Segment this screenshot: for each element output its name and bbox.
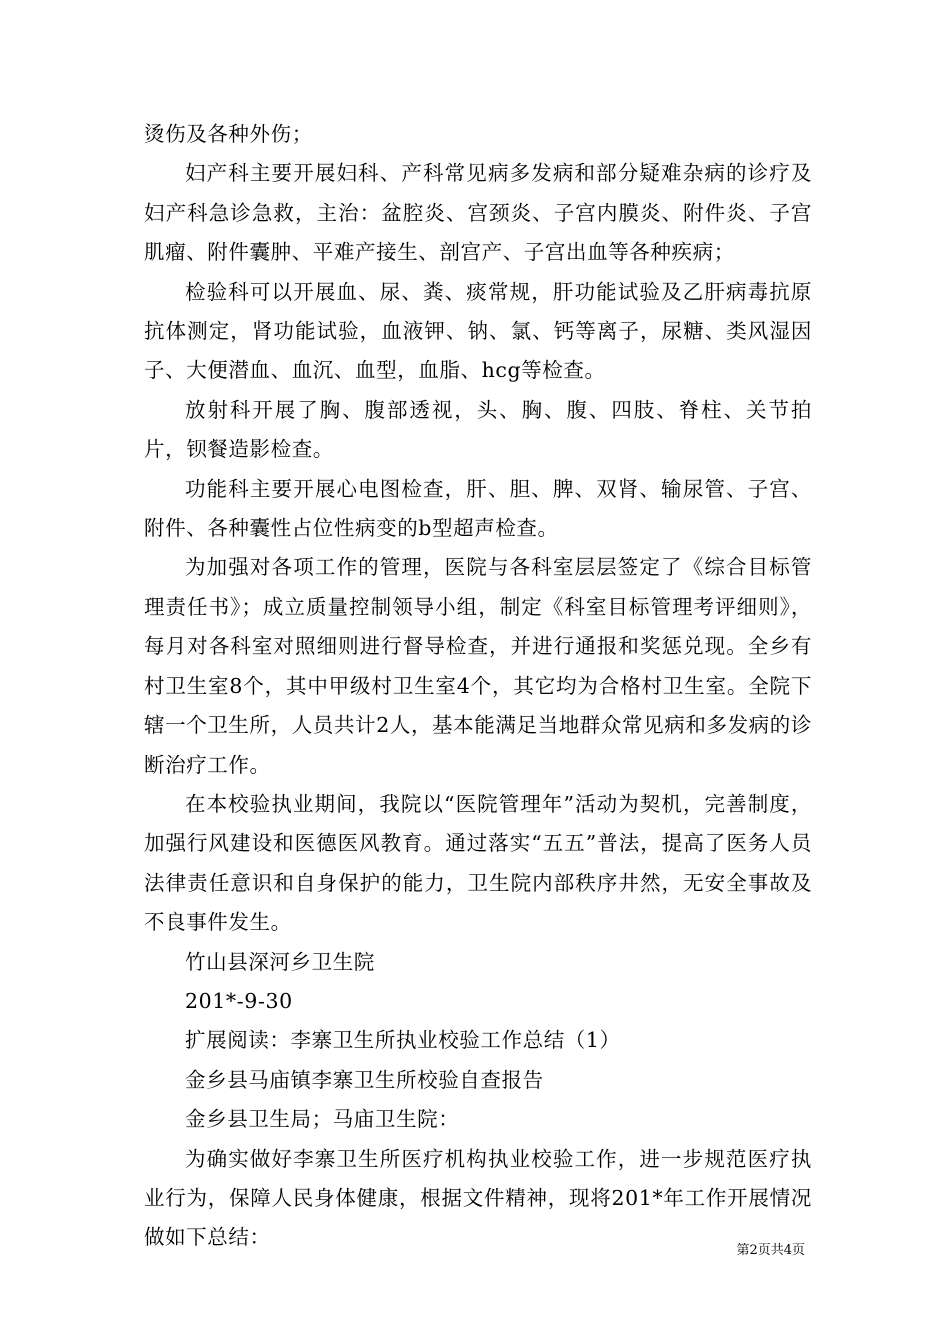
- paragraph: 金乡县卫生局；马庙卫生院：: [185, 1107, 460, 1132]
- page-number-footer: 第2页共4页: [736, 1243, 805, 1258]
- paragraph: 妇产科主要开展妇科、产科常见病多发病和部分疑难杂病的诊疗及妇产科急诊急救，主治：盆腔炎、宫颈炎、子宫内膜炎、附件炎、子宫肌瘤、附件囊肿、平难产接生、剖宫产、子宫出血等各种疾病；: [144, 161, 812, 265]
- paragraph: 为加强对各项工作的管理，医院与各科室层层签定了《综合目标管理责任书》；成立质量控制领导小组，制定《科室目标管理考评细则》，每月对各科室对照细则进行督导检查，并进行通报和奖惩兑现。全乡有村卫生室8个，其中甲级村卫生室4个，其它均为合格村卫生室。全院下辖一个卫生所，人员共计2人，基本能满足当地群众常见病和多发病的诊断治疗工作。: [144, 555, 812, 777]
- document-body: [144, 115, 812, 1258]
- paragraph: 烫伤及各种外伤；: [144, 122, 313, 146]
- paragraph: 竹山县深河乡卫生院: [185, 949, 375, 974]
- paragraph: 在本校验执业期间，我院以“医院管理年”活动为契机，完善制度，加强行风建设和医德医风教育。通过落实“五五”普法，提高了医务人员法律责任意识和自身保护的能力，卫生院内部秩序井然，无安全事故及不良事件发生。: [144, 791, 812, 935]
- paragraph: 扩展阅读：李寨卫生所执业校验工作总结（1）: [185, 1028, 621, 1053]
- paragraph: 201*-9-30: [185, 988, 293, 1013]
- paragraph: 放射科开展了胸、腹部透视，头、胸、腹、四肢、脊柱、关节拍片，钡餐造影检查。: [144, 397, 812, 462]
- paragraph: 功能科主要开展心电图检查，肝、胆、脾、双肾、输尿管、子宫、附件、各种囊性占位性病变的b型超声检查。: [144, 476, 812, 541]
- paragraph: 金乡县马庙镇李寨卫生所校验自查报告: [185, 1067, 544, 1092]
- paragraph: 检验科可以开展血、尿、粪、痰常规，肝功能试验及乙肝病毒抗原抗体测定，肾功能试验，血液钾、钠、氯、钙等离子，尿糖、类风湿因子、大便潜血、血沉、血型，血脂、hcg等检查。: [144, 279, 812, 383]
- paragraph: 为确实做好李寨卫生所医疗机构执业校验工作，进一步规范医疗执业行为，保障人民身体健康，根据文件精神，现将201*年工作开展情况做如下总结：: [144, 1146, 812, 1250]
